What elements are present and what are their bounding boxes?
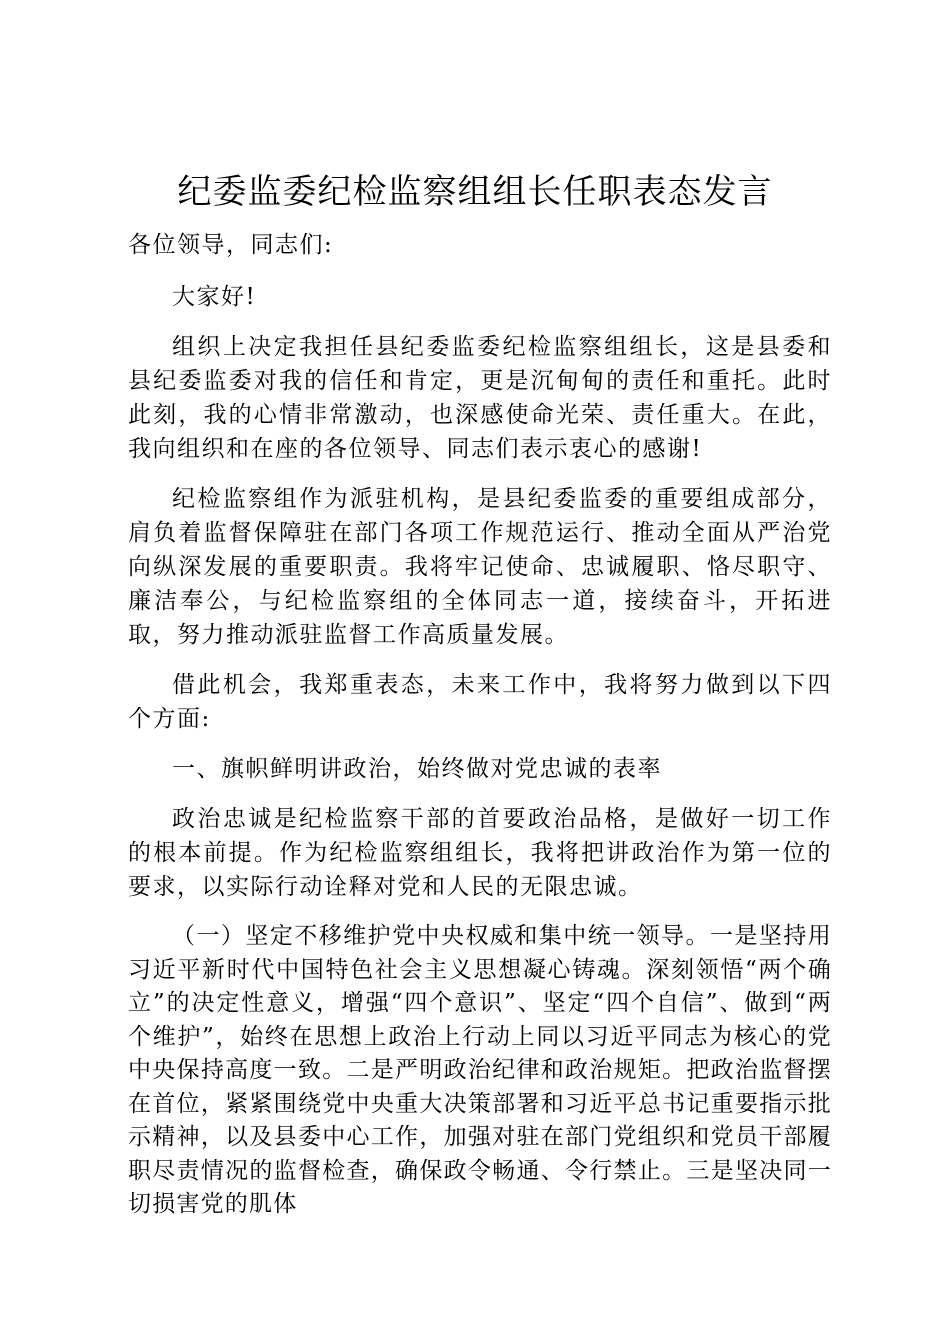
paragraph-pledge-intro: 借此机会，我郑重表态，未来工作中，我将努力做到以下四个方面: <box>128 672 832 732</box>
paragraph-political-loyalty: 政治忠诚是纪检监察干部的首要政治品格，是做好一切工作的根本前提。作为纪检监察组组长，我将把讲政治作为第一位的要求，以实际行动诠释对党和人民的无限忠诚。 <box>128 806 832 900</box>
document-title: 纪委监委纪检监察组组长任职表态发言 <box>177 172 773 212</box>
document-body <box>128 228 832 1238</box>
section-heading-1: 一、旗帜鲜明讲政治，始终做对党忠诚的表率 <box>172 756 662 782</box>
paragraph-appointment: 组织上决定我担任县纪委监委纪检监察组组长，这是县委和县纪委监委对我的信任和肯定，更是沉甸甸的责任和重托。此时此刻，我的心情非常激动，也深感使命光荣、责任重大。在此，我向组织和在座的各位领导、同志们表示衷心的感谢! <box>128 334 832 462</box>
paragraph-responsibility: 纪检监察组作为派驻机构，是县纪委监委的重要组成部分，肩负着监督保障驻在部门各项工作规范运行、推动全面从严治党向纵深发展的重要职责。我将牢记使命、忠诚履职、恪尽职守、廉洁奉公，与纪检监察组的全体同志一道，接续奋斗，开拓进取，努力推动派驻监督工作高质量发展。 <box>128 486 832 648</box>
salutation: 各位领导，同志们: <box>128 232 334 258</box>
paragraph-subsection-1: （一）坚定不移维护党中央权威和集中统一领导。一是坚持用习近平新时代中国特色社会主义思想凝心铸魂。深刻领悟“两个确立”的决定性意义，增强“四个意识”、坚定“四个自信”、做到“两个维护”，始终在思想上政治上行动上同以习近平同志为核心的党中央保持高度一致。二是严明政治纪律和政治规矩。把政治监督摆在首位，紧紧围绕党中央重大决策部署和习近平总书记重要指示批示精神，以及县委中心工作，加强对驻在部门党组织和党员干部履职尽责情况的监督检查，确保政令畅通、令行禁止。三是坚决同一切损害党的肌体 <box>128 923 832 1217</box>
paragraph-greeting: 大家好! <box>172 284 257 310</box>
